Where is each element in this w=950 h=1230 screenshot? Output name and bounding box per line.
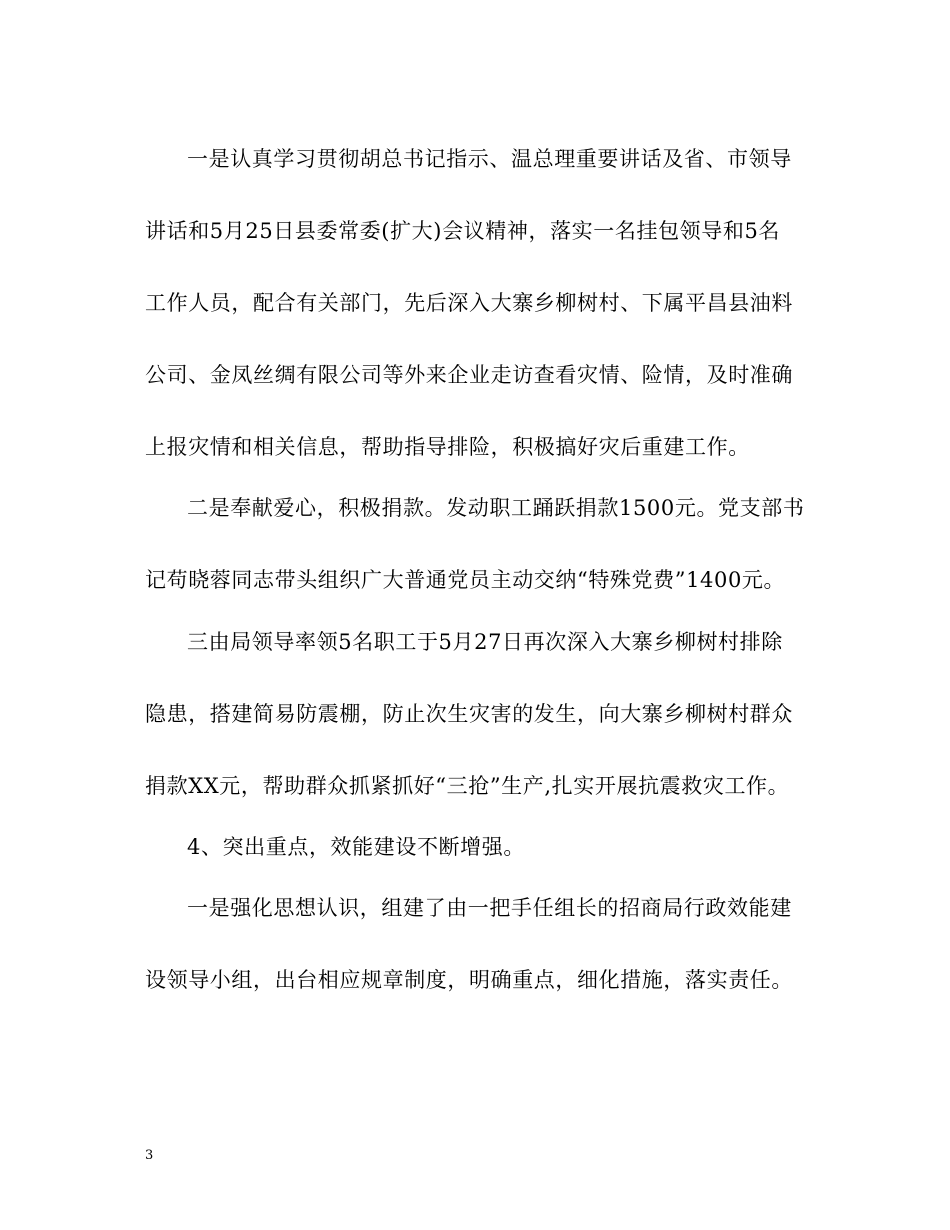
text-line-9: 隐患，搭建简易防震棚，防止次生灾害的发生，向大寨乡柳树村群众	[145, 702, 793, 726]
text-line-1: 一是认真学习贯彻胡总书记指示、温总理重要讲话及省、市领导	[187, 147, 792, 171]
text-line-3: 工作人员，配合有关部门，先后深入大寨乡柳树村、下属平昌县油料	[145, 291, 793, 315]
text-line-6: 二是奉献爱心，积极捐款。发动职工踊跃捐款1500元。党支部书	[187, 496, 805, 520]
text-line-12: 一是强化思想认识，组建了由一把手任组长的招商局行政效能建	[187, 896, 792, 920]
section-heading: 4、突出重点，效能建设不断增强。	[187, 835, 525, 859]
text-line-13: 设领导小组，出台相应规章制度，明确重点，细化措施，落实责任。	[145, 968, 793, 992]
text-line-8: 三由局领导率领5名职工于5月27日再次深入大寨乡柳树村排除	[187, 630, 783, 654]
page-number: 3	[145, 1148, 154, 1163]
text-line-10: 捐款XX元，帮助群众抓紧抓好“三抢”生产,扎实开展抗震救灾工作。	[145, 774, 790, 798]
text-line-4: 公司、金凤丝绸有限公司等外来企业走访查看灾情、险情，及时准确	[145, 363, 793, 387]
text-line-5: 上报灾情和相关信息，帮助指导排险，积极搞好灾后重建工作。	[145, 435, 750, 459]
text-line-7: 记苟晓蓉同志带头组织广大普通党员主动交纳“特殊党费”1400元。	[145, 568, 786, 592]
text-line-2: 讲话和5月25日县委常委(扩大)会议精神，落实一名挂包领导和5名	[145, 219, 781, 243]
